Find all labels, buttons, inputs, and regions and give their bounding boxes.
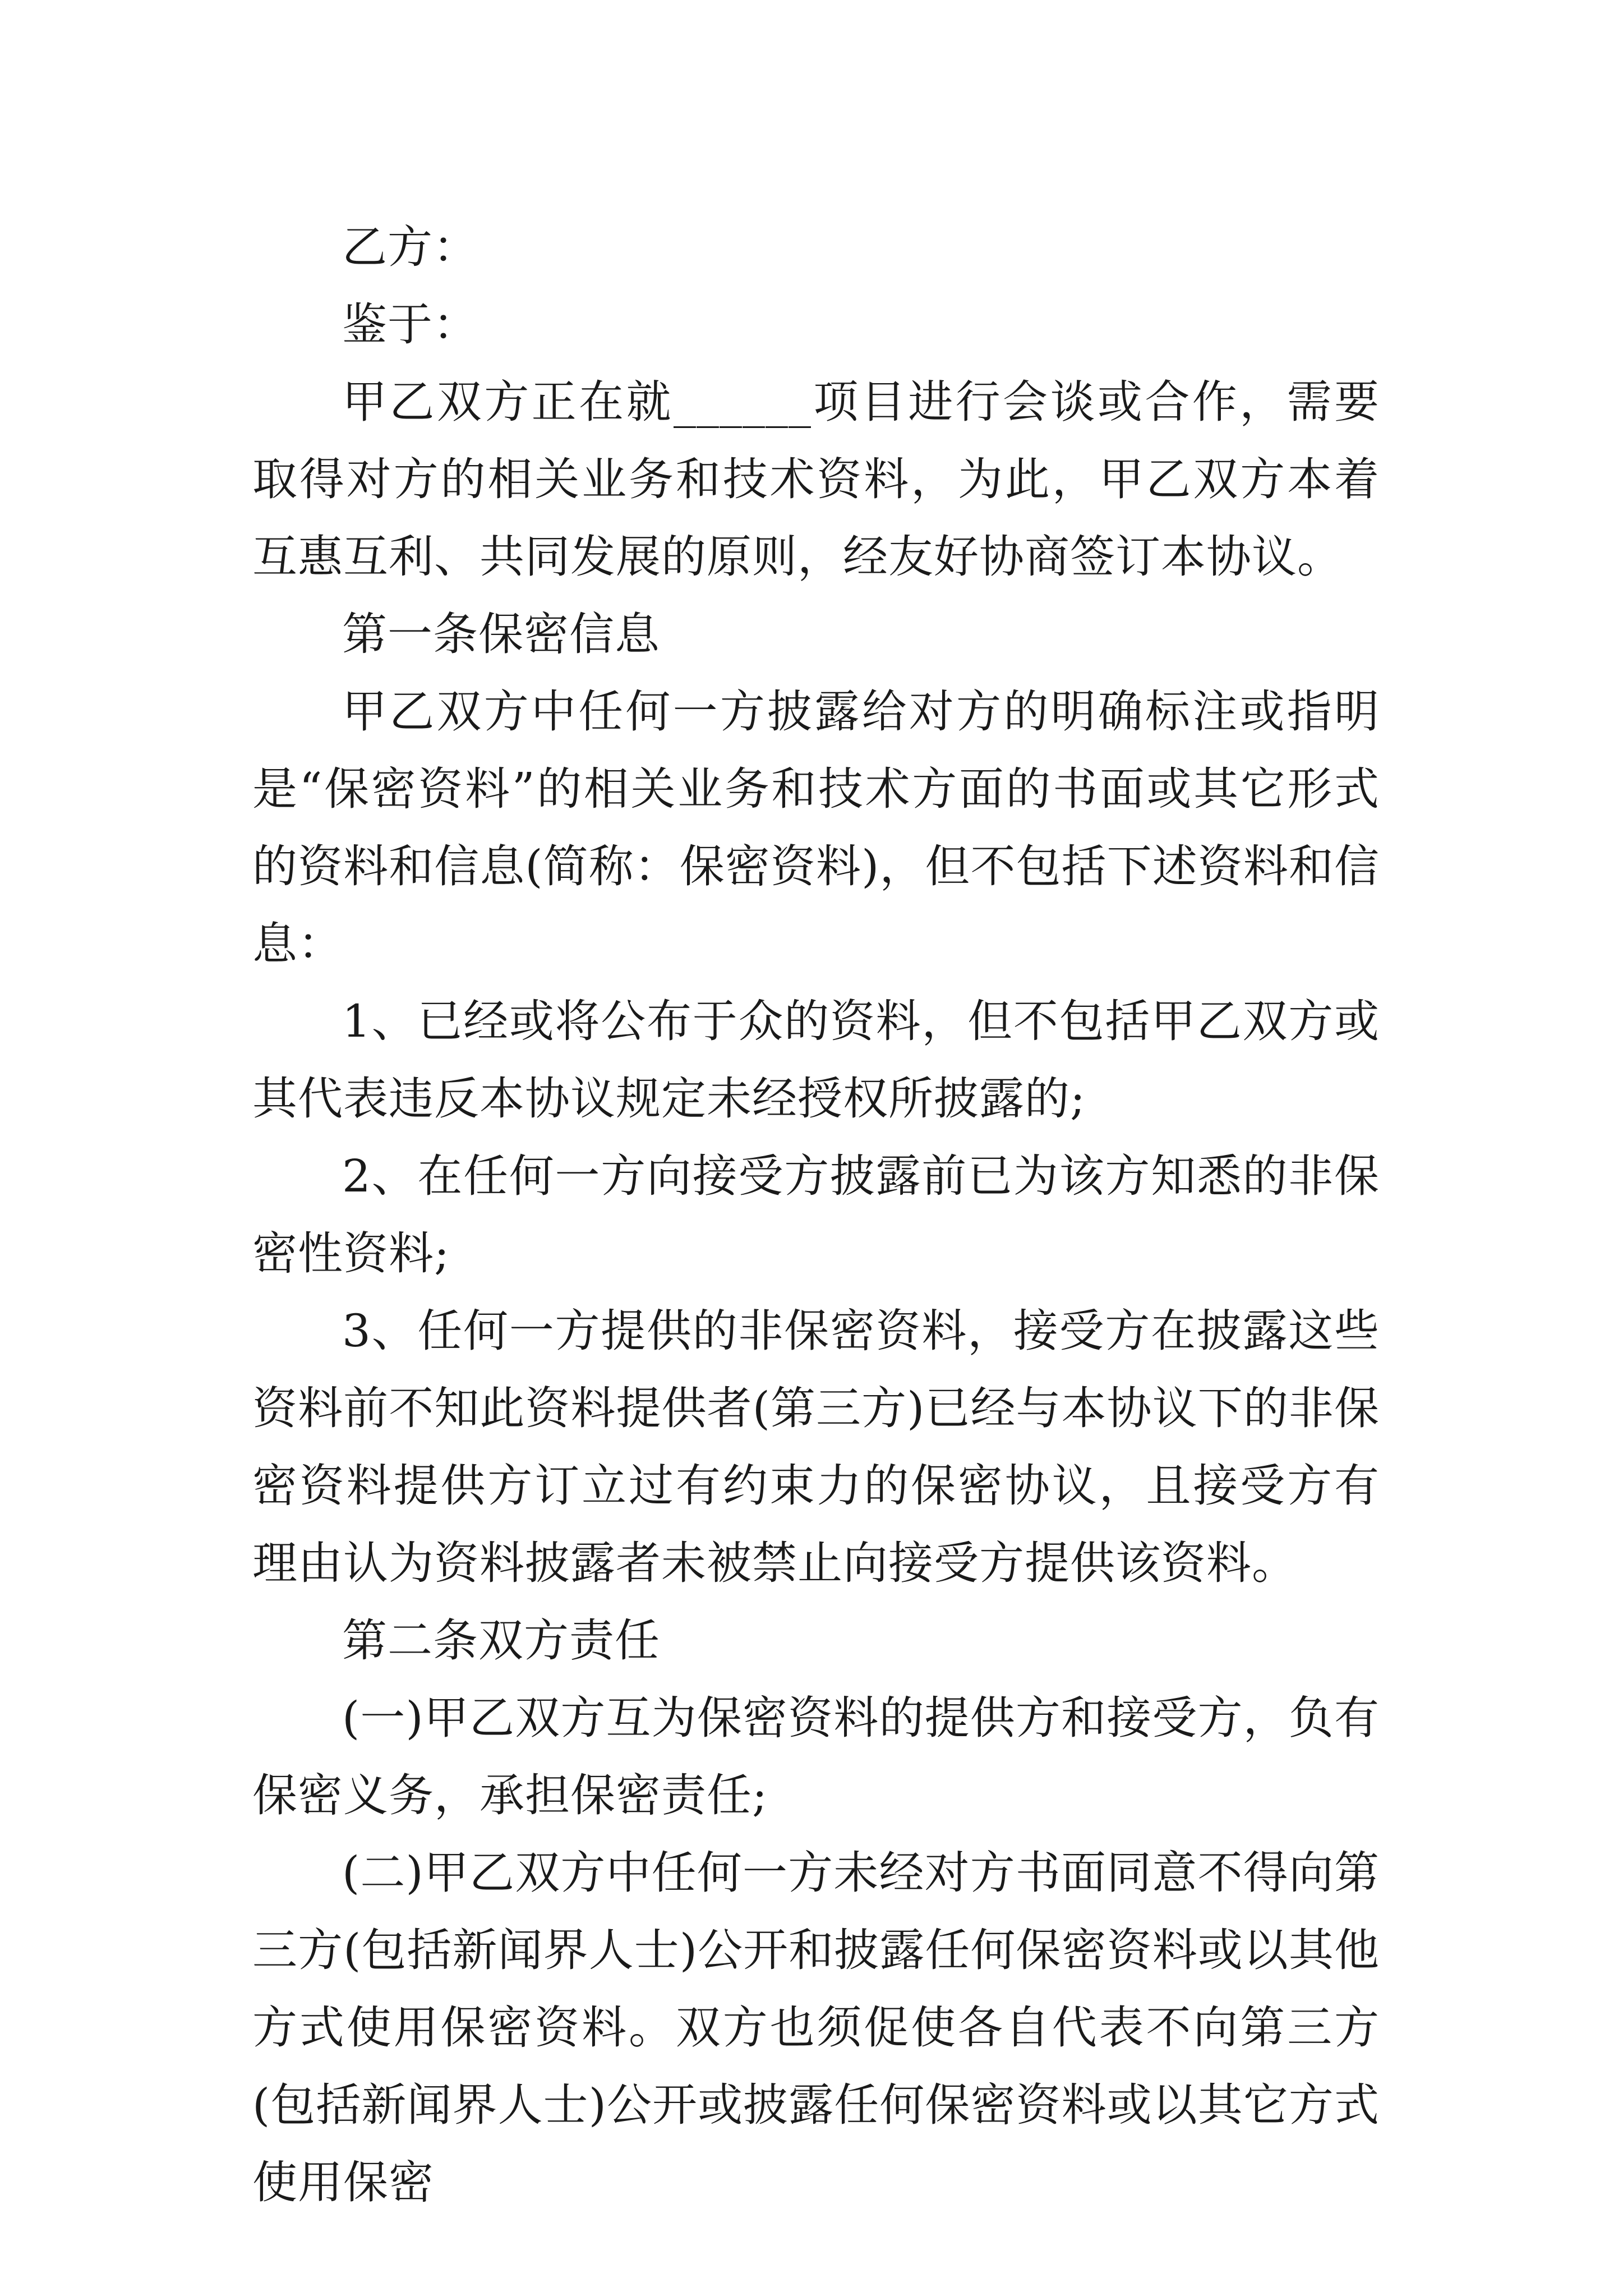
article-1-item-2: 2、在任何一方向接受方披露前已为该方知悉的非保密性资料; — [252, 1150, 1380, 1280]
whereas-label: 鉴于： — [342, 298, 478, 351]
article-1-heading: 第一条保密信息 — [342, 608, 660, 660]
article-1-definition: 甲乙双方中任何一方披露给对方的明确标注或指明是“保密资料”的相关业务和技术方面的书面或其它形式的资料和信息(简称：保密资料)，但不包括下述资料和信息： — [252, 685, 1380, 970]
article-2-item-1: (一)甲乙双方互为保密资料的提供方和接受方，负有保密义务，承担保密责任; — [252, 1692, 1380, 1821]
document-body — [252, 209, 1380, 2221]
article-2-item-2: (二)甲乙双方中任何一方未经对方书面同意不得向第三方(包括新闻界人士)公开和披露任何保密资料或以其他方式使用保密资料。双方也须促使各自代表不向第三方(包括新闻界人士)公开或披露任何保密资料或以其它方式使用保密 — [252, 1847, 1380, 2208]
article-1-item-1: 1、已经或将公布于众的资料，但不包括甲乙双方或其代表违反本协议规定未经授权所披露的; — [252, 995, 1380, 1125]
article-1-item-3: 3、任何一方提供的非保密资料，接受方在披露这些资料前不知此资料提供者(第三方)已经与本协议下的非保密资料提供方订立过有约束力的保密协议，且接受方有理由认为资料披露者未被禁止向接受方提供该资料。 — [252, 1305, 1380, 1589]
preamble-paragraph: 甲乙双方正在就______项目进行会谈或合作，需要取得对方的相关业务和技术资料，为此，甲乙双方本着互惠互利、共同发展的原则，经友好协商签订本协议。 — [252, 376, 1380, 583]
party-b-label: 乙方： — [342, 221, 478, 273]
article-2-heading: 第二条双方责任 — [342, 1614, 660, 1667]
